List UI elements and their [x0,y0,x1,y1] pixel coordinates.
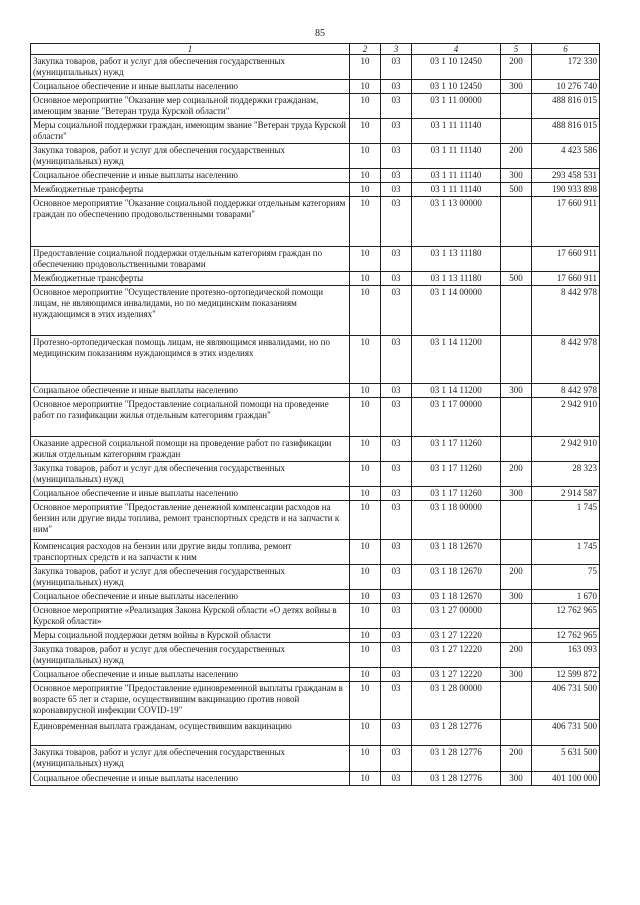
cell-amount: 4 423 586 [532,144,600,169]
cell-csr: 03 1 13 11180 [412,272,501,286]
cell-csr: 03 1 14 00000 [412,286,501,336]
cell-rz: 10 [350,746,381,772]
cell-name: Основное мероприятие "Оказание мер социальной поддержки гражданам, имеющим звание "Ветеран труда Курской области" [31,94,350,119]
cell-amount: 10 276 740 [532,80,600,94]
cell-vr: 300 [501,668,532,682]
cell-csr: 03 1 10 12450 [412,55,501,80]
cell-pr: 03 [381,183,412,197]
cell-vr [501,720,532,746]
cell-csr: 03 1 17 11260 [412,462,501,487]
cell-pr: 03 [381,144,412,169]
cell-csr: 03 1 18 12670 [412,590,501,604]
cell-pr: 03 [381,336,412,384]
cell-rz: 10 [350,247,381,272]
cell-csr: 03 1 11 11140 [412,119,501,144]
cell-amount: 1 745 [532,501,600,540]
table-row [31,682,600,720]
cell-vr: 300 [501,169,532,183]
column-header: 6 [532,44,600,55]
cell-csr: 03 1 28 12776 [412,772,501,786]
table-row [31,384,600,398]
cell-pr: 03 [381,169,412,183]
cell-pr: 03 [381,384,412,398]
table-row [31,119,600,144]
cell-vr [501,336,532,384]
cell-rz: 10 [350,540,381,565]
cell-amount: 1 670 [532,590,600,604]
cell-name: Межбюджетные трансферты [31,272,350,286]
cell-csr: 03 1 14 11200 [412,336,501,384]
cell-rz: 10 [350,682,381,720]
cell-rz: 10 [350,286,381,336]
table-row [31,590,600,604]
table-row [31,286,600,336]
cell-vr: 200 [501,55,532,80]
table-row [31,540,600,565]
cell-csr: 03 1 11 11140 [412,169,501,183]
cell-amount: 12 762 965 [532,604,600,629]
cell-pr: 03 [381,668,412,682]
cell-pr: 03 [381,55,412,80]
budget-table [30,43,600,786]
cell-csr: 03 1 13 11180 [412,247,501,272]
table-row [31,720,600,746]
cell-csr: 03 1 27 12220 [412,629,501,643]
table-row [31,668,600,682]
cell-pr: 03 [381,398,412,437]
cell-rz: 10 [350,501,381,540]
cell-rz: 10 [350,398,381,437]
cell-name: Закупка товаров, работ и услуг для обеспечения государственных (муниципальных) нужд [31,55,350,80]
cell-amount: 8 442 978 [532,384,600,398]
cell-rz: 10 [350,169,381,183]
cell-name: Меры социальной поддержки граждан, имеющим звание "Ветеран труда Курской области" [31,119,350,144]
cell-amount: 406 731 500 [532,682,600,720]
cell-name: Предоставление социальной поддержки отдельным категориям граждан по обеспечению продовольственными товарами [31,247,350,272]
cell-rz: 10 [350,80,381,94]
cell-vr [501,286,532,336]
cell-amount: 401 100 000 [532,772,600,786]
cell-vr [501,119,532,144]
cell-vr [501,540,532,565]
table-row [31,487,600,501]
column-header: 3 [381,44,412,55]
cell-pr: 03 [381,772,412,786]
cell-rz: 10 [350,144,381,169]
cell-vr: 200 [501,144,532,169]
cell-rz: 10 [350,336,381,384]
cell-amount: 12 599 872 [532,668,600,682]
cell-rz: 10 [350,643,381,668]
cell-name: Основное мероприятие «Реализация Закона Курской области «О детях войны в Курской области» [31,604,350,629]
cell-vr [501,604,532,629]
cell-rz: 10 [350,94,381,119]
cell-amount: 8 442 978 [532,286,600,336]
cell-name: Протезно-ортопедическая помощь лицам, не являющимся инвалидами, но по медицинским показаниям нуждающимся в этих изделиях [31,336,350,384]
table-row [31,501,600,540]
cell-amount: 2 914 587 [532,487,600,501]
cell-vr [501,197,532,247]
table-row [31,247,600,272]
table-row [31,80,600,94]
cell-vr: 500 [501,272,532,286]
cell-rz: 10 [350,197,381,247]
cell-pr: 03 [381,629,412,643]
cell-amount: 1 745 [532,540,600,565]
cell-amount: 488 816 015 [532,94,600,119]
cell-vr: 200 [501,746,532,772]
cell-pr: 03 [381,643,412,668]
cell-name: Основное мероприятие "Предоставление денежной компенсации расходов на бензин или другие виды топлива, ремонт транспортных средств и на запчасти к ним" [31,501,350,540]
cell-rz: 10 [350,668,381,682]
cell-pr: 03 [381,197,412,247]
cell-vr: 300 [501,487,532,501]
cell-vr: 200 [501,643,532,668]
table-row [31,336,600,384]
cell-rz: 10 [350,437,381,462]
table-row [31,437,600,462]
cell-amount: 2 942 910 [532,437,600,462]
cell-vr: 300 [501,384,532,398]
cell-pr: 03 [381,565,412,590]
table-row [31,94,600,119]
cell-csr: 03 1 17 00000 [412,398,501,437]
cell-pr: 03 [381,286,412,336]
cell-csr: 03 1 17 11260 [412,487,501,501]
table-row [31,144,600,169]
cell-vr: 200 [501,462,532,487]
cell-name: Основное мероприятие "Оказание социальной поддержки отдельным категориям граждан по обеспечению продовольственными товарами" [31,197,350,247]
column-header: 2 [350,44,381,55]
cell-rz: 10 [350,629,381,643]
table-row [31,462,600,487]
cell-name: Социальное обеспечение и иные выплаты населению [31,590,350,604]
cell-name: Социальное обеспечение и иные выплаты населению [31,772,350,786]
cell-rz: 10 [350,183,381,197]
cell-csr: 03 1 28 00000 [412,682,501,720]
table-row [31,183,600,197]
cell-pr: 03 [381,437,412,462]
cell-csr: 03 1 11 11140 [412,183,501,197]
cell-name: Единовременная выплата гражданам, осуществившим вакцинацию [31,720,350,746]
cell-amount: 75 [532,565,600,590]
cell-name: Социальное обеспечение и иные выплаты населению [31,668,350,682]
cell-name: Межбюджетные трансферты [31,183,350,197]
cell-amount: 5 631 500 [532,746,600,772]
cell-name: Компенсация расходов на бензин или другие виды топлива, ремонт транспортных средств и на запчасти к ним [31,540,350,565]
cell-name: Основное мероприятие "Предоставление единовременной выплаты гражданам в возрасте 65 лет и старше, осуществившим вакцинацию против новой коронавирусной инфекции COVID-19" [31,682,350,720]
cell-csr: 03 1 17 11260 [412,437,501,462]
table-row [31,398,600,437]
cell-pr: 03 [381,590,412,604]
cell-vr [501,94,532,119]
cell-amount: 190 933 898 [532,183,600,197]
cell-vr: 500 [501,183,532,197]
cell-vr [501,437,532,462]
table-row [31,272,600,286]
cell-csr: 03 1 11 00000 [412,94,501,119]
cell-name: Закупка товаров, работ и услуг для обеспечения государственных (муниципальных) нужд [31,746,350,772]
cell-pr: 03 [381,247,412,272]
cell-amount: 172 330 [532,55,600,80]
cell-csr: 03 1 27 00000 [412,604,501,629]
cell-vr [501,682,532,720]
cell-pr: 03 [381,604,412,629]
cell-amount: 293 458 531 [532,169,600,183]
cell-rz: 10 [350,384,381,398]
cell-csr: 03 1 18 12670 [412,565,501,590]
cell-amount: 17 660 911 [532,197,600,247]
cell-pr: 03 [381,272,412,286]
cell-name: Закупка товаров, работ и услуг для обеспечения государственных (муниципальных) нужд [31,144,350,169]
cell-name: Закупка товаров, работ и услуг для обеспечения государственных (муниципальных) нужд [31,565,350,590]
cell-name: Меры социальной поддержки детям войны в Курской области [31,629,350,643]
cell-rz: 10 [350,565,381,590]
cell-name: Социальное обеспечение и иные выплаты населению [31,487,350,501]
table-row [31,565,600,590]
cell-vr [501,501,532,540]
cell-csr: 03 1 27 12220 [412,643,501,668]
cell-pr: 03 [381,94,412,119]
cell-name: Социальное обеспечение и иные выплаты населению [31,384,350,398]
table-row [31,169,600,183]
table-row [31,629,600,643]
column-header: 1 [31,44,350,55]
cell-csr: 03 1 10 12450 [412,80,501,94]
table-row [31,746,600,772]
cell-rz: 10 [350,604,381,629]
cell-pr: 03 [381,682,412,720]
table-row [31,55,600,80]
table-row [31,772,600,786]
cell-pr: 03 [381,462,412,487]
cell-name: Закупка товаров, работ и услуг для обеспечения государственных (муниципальных) нужд [31,462,350,487]
cell-amount: 28 323 [532,462,600,487]
column-header: 5 [501,44,532,55]
cell-vr: 300 [501,590,532,604]
cell-amount: 488 816 015 [532,119,600,144]
cell-rz: 10 [350,772,381,786]
table-row [31,604,600,629]
cell-vr [501,398,532,437]
cell-rz: 10 [350,55,381,80]
cell-amount: 12 762 965 [532,629,600,643]
cell-pr: 03 [381,487,412,501]
cell-name: Социальное обеспечение и иные выплаты населению [31,80,350,94]
column-header: 4 [412,44,501,55]
cell-amount: 2 942 910 [532,398,600,437]
cell-csr: 03 1 13 00000 [412,197,501,247]
cell-pr: 03 [381,119,412,144]
cell-pr: 03 [381,501,412,540]
cell-name: Основное мероприятие "Осуществление протезно-ортопедической помощи лицам, не являющимся инвалидами, но по медицинским показаниям нуждающимся в этих изделиях" [31,286,350,336]
cell-csr: 03 1 27 12220 [412,668,501,682]
cell-name: Основное мероприятие "Предоставление социальной помощи на проведение работ по газификации жилья отдельным категориям граждан" [31,398,350,437]
cell-vr [501,629,532,643]
cell-name: Социальное обеспечение и иные выплаты населению [31,169,350,183]
table-row [31,643,600,668]
cell-rz: 10 [350,590,381,604]
header-row [31,44,600,55]
page-number: 85 [315,28,325,39]
cell-amount: 406 731 500 [532,720,600,746]
cell-pr: 03 [381,540,412,565]
cell-csr: 03 1 18 12670 [412,540,501,565]
cell-pr: 03 [381,720,412,746]
cell-pr: 03 [381,80,412,94]
table-row [31,197,600,247]
cell-csr: 03 1 28 12776 [412,746,501,772]
cell-csr: 03 1 14 11200 [412,384,501,398]
cell-pr: 03 [381,746,412,772]
cell-amount: 17 660 911 [532,247,600,272]
cell-vr: 200 [501,565,532,590]
cell-csr: 03 1 18 00000 [412,501,501,540]
cell-rz: 10 [350,487,381,501]
cell-vr: 300 [501,772,532,786]
cell-amount: 17 660 911 [532,272,600,286]
cell-amount: 163 093 [532,643,600,668]
cell-amount: 8 442 978 [532,336,600,384]
cell-rz: 10 [350,272,381,286]
cell-rz: 10 [350,119,381,144]
cell-rz: 10 [350,720,381,746]
cell-name: Закупка товаров, работ и услуг для обеспечения государственных (муниципальных) нужд [31,643,350,668]
cell-csr: 03 1 28 12776 [412,720,501,746]
cell-vr [501,247,532,272]
cell-rz: 10 [350,462,381,487]
cell-csr: 03 1 11 11140 [412,144,501,169]
cell-name: Оказание адресной социальной помощи на проведение работ по газификации жилья отдельным категориям граждан [31,437,350,462]
cell-vr: 300 [501,80,532,94]
